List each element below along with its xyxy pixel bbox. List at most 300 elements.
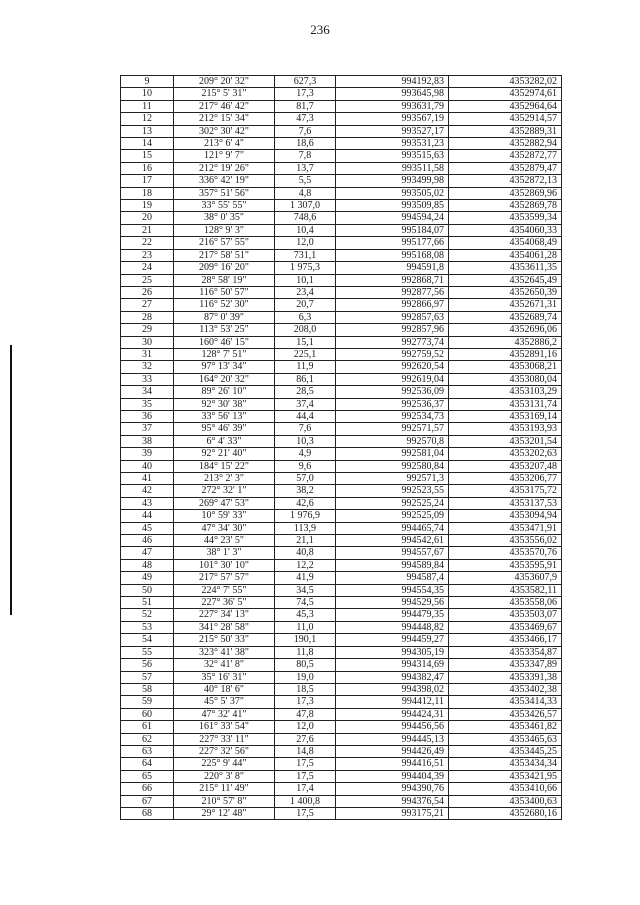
point-number-cell: 24 <box>121 262 174 274</box>
table-row <box>121 559 562 571</box>
angle-cell: 161° 33' 54" <box>174 721 275 733</box>
coordinates-table-body <box>121 76 562 820</box>
x-coordinate-cell: 994465,74 <box>336 522 449 534</box>
x-coordinate-cell: 995177,66 <box>336 237 449 249</box>
angle-cell: 10° 59' 33" <box>174 510 275 522</box>
table-row <box>121 609 562 621</box>
length-cell: 17,5 <box>275 807 336 819</box>
y-coordinate-cell: 4353400,63 <box>449 795 562 807</box>
x-coordinate-cell: 993531,23 <box>336 138 449 150</box>
point-number-cell: 23 <box>121 249 174 261</box>
table-row <box>121 510 562 522</box>
table-row <box>121 770 562 782</box>
angle-cell: 213° 6' 4" <box>174 138 275 150</box>
length-cell: 190,1 <box>275 634 336 646</box>
angle-cell: 217° 46' 42" <box>174 100 275 112</box>
angle-cell: 184° 15' 22" <box>174 460 275 472</box>
length-cell: 41,9 <box>275 572 336 584</box>
x-coordinate-cell: 994542,61 <box>336 535 449 547</box>
point-number-cell: 14 <box>121 138 174 150</box>
point-number-cell: 46 <box>121 535 174 547</box>
length-cell: 57,0 <box>275 473 336 485</box>
length-cell: 17,3 <box>275 88 336 100</box>
y-coordinate-cell: 4353391,38 <box>449 671 562 683</box>
angle-cell: 128° 9' 3" <box>174 224 275 236</box>
y-coordinate-cell: 4354060,33 <box>449 224 562 236</box>
y-coordinate-cell: 4353558,06 <box>449 597 562 609</box>
table-row <box>121 497 562 509</box>
angle-cell: 40° 18' 6" <box>174 683 275 695</box>
angle-cell: 323° 41' 38" <box>174 646 275 658</box>
x-coordinate-cell: 992581,04 <box>336 448 449 460</box>
length-cell: 17,3 <box>275 696 336 708</box>
table-row <box>121 696 562 708</box>
x-coordinate-cell: 994382,47 <box>336 671 449 683</box>
length-cell: 10,4 <box>275 224 336 236</box>
table-row <box>121 150 562 162</box>
length-cell: 18,6 <box>275 138 336 150</box>
x-coordinate-cell: 993631,79 <box>336 100 449 112</box>
table-row <box>121 76 562 88</box>
y-coordinate-cell: 4354068,49 <box>449 237 562 249</box>
point-number-cell: 15 <box>121 150 174 162</box>
angle-cell: 215° 5' 31" <box>174 88 275 100</box>
point-number-cell: 25 <box>121 274 174 286</box>
length-cell: 1 307,0 <box>275 200 336 212</box>
angle-cell: 227° 33' 11" <box>174 733 275 745</box>
coordinates-table-container <box>120 75 557 820</box>
point-number-cell: 11 <box>121 100 174 112</box>
point-number-cell: 16 <box>121 162 174 174</box>
table-row <box>121 100 562 112</box>
length-cell: 17,5 <box>275 770 336 782</box>
point-number-cell: 51 <box>121 597 174 609</box>
x-coordinate-cell: 992570,8 <box>336 435 449 447</box>
table-row <box>121 634 562 646</box>
x-coordinate-cell: 993567,19 <box>336 113 449 125</box>
point-number-cell: 58 <box>121 683 174 695</box>
point-number-cell: 22 <box>121 237 174 249</box>
length-cell: 14,8 <box>275 745 336 757</box>
point-number-cell: 38 <box>121 435 174 447</box>
x-coordinate-cell: 995168,08 <box>336 249 449 261</box>
length-cell: 4,8 <box>275 187 336 199</box>
table-row <box>121 646 562 658</box>
length-cell: 6,3 <box>275 311 336 323</box>
point-number-cell: 40 <box>121 460 174 472</box>
angle-cell: 113° 53' 25" <box>174 324 275 336</box>
x-coordinate-cell: 994448,82 <box>336 621 449 633</box>
table-row <box>121 758 562 770</box>
point-number-cell: 32 <box>121 361 174 373</box>
y-coordinate-cell: 4353103,29 <box>449 386 562 398</box>
y-coordinate-cell: 4353466,17 <box>449 634 562 646</box>
angle-cell: 357° 51' 56" <box>174 187 275 199</box>
x-coordinate-cell: 994390,76 <box>336 783 449 795</box>
angle-cell: 89° 26' 10" <box>174 386 275 398</box>
x-coordinate-cell: 992536,37 <box>336 398 449 410</box>
table-row <box>121 745 562 757</box>
table-row <box>121 547 562 559</box>
point-number-cell: 54 <box>121 634 174 646</box>
y-coordinate-cell: 4353175,72 <box>449 485 562 497</box>
x-coordinate-cell: 994398,02 <box>336 683 449 695</box>
angle-cell: 87° 0' 39" <box>174 311 275 323</box>
table-row <box>121 125 562 137</box>
y-coordinate-cell: 4353595,91 <box>449 559 562 571</box>
angle-cell: 128° 7' 51" <box>174 348 275 360</box>
table-row <box>121 286 562 298</box>
x-coordinate-cell: 994314,69 <box>336 659 449 671</box>
x-coordinate-cell: 992857,63 <box>336 311 449 323</box>
length-cell: 47,3 <box>275 113 336 125</box>
length-cell: 34,5 <box>275 584 336 596</box>
x-coordinate-cell: 992868,71 <box>336 274 449 286</box>
x-coordinate-cell: 994192,83 <box>336 76 449 88</box>
length-cell: 23,4 <box>275 286 336 298</box>
table-row <box>121 423 562 435</box>
angle-cell: 95° 46' 39" <box>174 423 275 435</box>
table-row <box>121 262 562 274</box>
table-row <box>121 348 562 360</box>
point-number-cell: 57 <box>121 671 174 683</box>
angle-cell: 38° 1' 3" <box>174 547 275 559</box>
y-coordinate-cell: 4353471,91 <box>449 522 562 534</box>
table-row <box>121 386 562 398</box>
x-coordinate-cell: 992523,55 <box>336 485 449 497</box>
x-coordinate-cell: 994424,31 <box>336 708 449 720</box>
y-coordinate-cell: 4353131,74 <box>449 398 562 410</box>
point-number-cell: 56 <box>121 659 174 671</box>
x-coordinate-cell: 992534,73 <box>336 410 449 422</box>
y-coordinate-cell: 4353445,25 <box>449 745 562 757</box>
x-coordinate-cell: 994404,39 <box>336 770 449 782</box>
angle-cell: 215° 11' 49" <box>174 783 275 795</box>
y-coordinate-cell: 4353080,04 <box>449 373 562 385</box>
y-coordinate-cell: 4352680,16 <box>449 807 562 819</box>
y-coordinate-cell: 4352872,13 <box>449 175 562 187</box>
y-coordinate-cell: 4353354,87 <box>449 646 562 658</box>
angle-cell: 224° 7' 55" <box>174 584 275 596</box>
y-coordinate-cell: 4353469,67 <box>449 621 562 633</box>
y-coordinate-cell: 4353169,14 <box>449 410 562 422</box>
x-coordinate-cell: 994589,84 <box>336 559 449 571</box>
point-number-cell: 59 <box>121 696 174 708</box>
y-coordinate-cell: 4352974,61 <box>449 88 562 100</box>
length-cell: 12,2 <box>275 559 336 571</box>
angle-cell: 272° 32' 1" <box>174 485 275 497</box>
x-coordinate-cell: 994479,35 <box>336 609 449 621</box>
table-row <box>121 683 562 695</box>
y-coordinate-cell: 4352964,64 <box>449 100 562 112</box>
length-cell: 9,6 <box>275 460 336 472</box>
x-coordinate-cell: 994445,13 <box>336 733 449 745</box>
table-row <box>121 535 562 547</box>
point-number-cell: 41 <box>121 473 174 485</box>
point-number-cell: 34 <box>121 386 174 398</box>
angle-cell: 269° 47' 53" <box>174 497 275 509</box>
length-cell: 12,0 <box>275 237 336 249</box>
y-coordinate-cell: 4352891,16 <box>449 348 562 360</box>
y-coordinate-cell: 4353434,34 <box>449 758 562 770</box>
point-number-cell: 44 <box>121 510 174 522</box>
table-row <box>121 162 562 174</box>
table-row <box>121 212 562 224</box>
point-number-cell: 43 <box>121 497 174 509</box>
table-row <box>121 361 562 373</box>
y-coordinate-cell: 4353206,77 <box>449 473 562 485</box>
y-coordinate-cell: 4353556,02 <box>449 535 562 547</box>
angle-cell: 44° 23' 5" <box>174 535 275 547</box>
y-coordinate-cell: 4352645,49 <box>449 274 562 286</box>
length-cell: 28,5 <box>275 386 336 398</box>
length-cell: 7,8 <box>275 150 336 162</box>
y-coordinate-cell: 4352671,31 <box>449 299 562 311</box>
table-row <box>121 572 562 584</box>
point-number-cell: 64 <box>121 758 174 770</box>
length-cell: 21,1 <box>275 535 336 547</box>
angle-cell: 97° 13' 34" <box>174 361 275 373</box>
y-coordinate-cell: 4352882,94 <box>449 138 562 150</box>
point-number-cell: 37 <box>121 423 174 435</box>
point-number-cell: 20 <box>121 212 174 224</box>
length-cell: 627,3 <box>275 76 336 88</box>
x-coordinate-cell: 994412,11 <box>336 696 449 708</box>
table-row <box>121 187 562 199</box>
angle-cell: 28° 58' 19" <box>174 274 275 286</box>
length-cell: 80,5 <box>275 659 336 671</box>
length-cell: 18,5 <box>275 683 336 695</box>
angle-cell: 121° 9' 7" <box>174 150 275 162</box>
y-coordinate-cell: 4353193,93 <box>449 423 562 435</box>
length-cell: 19,0 <box>275 671 336 683</box>
point-number-cell: 52 <box>121 609 174 621</box>
point-number-cell: 18 <box>121 187 174 199</box>
angle-cell: 336° 42' 19" <box>174 175 275 187</box>
length-cell: 45,3 <box>275 609 336 621</box>
x-coordinate-cell: 994554,35 <box>336 584 449 596</box>
table-row <box>121 721 562 733</box>
length-cell: 74,5 <box>275 597 336 609</box>
x-coordinate-cell: 994594,24 <box>336 212 449 224</box>
x-coordinate-cell: 992571,3 <box>336 473 449 485</box>
length-cell: 225,1 <box>275 348 336 360</box>
y-coordinate-cell: 4353611,35 <box>449 262 562 274</box>
angle-cell: 217° 58' 51" <box>174 249 275 261</box>
x-coordinate-cell: 993511,58 <box>336 162 449 174</box>
x-coordinate-cell: 993499,98 <box>336 175 449 187</box>
x-coordinate-cell: 992580,84 <box>336 460 449 472</box>
x-coordinate-cell: 992759,52 <box>336 348 449 360</box>
table-row <box>121 113 562 125</box>
x-coordinate-cell: 992536,09 <box>336 386 449 398</box>
point-number-cell: 45 <box>121 522 174 534</box>
y-coordinate-cell: 4353068,21 <box>449 361 562 373</box>
x-coordinate-cell: 993515,63 <box>336 150 449 162</box>
x-coordinate-cell: 993175,21 <box>336 807 449 819</box>
x-coordinate-cell: 994459,27 <box>336 634 449 646</box>
y-coordinate-cell: 4352879,47 <box>449 162 562 174</box>
y-coordinate-cell: 4353094,94 <box>449 510 562 522</box>
x-coordinate-cell: 992773,74 <box>336 336 449 348</box>
point-number-cell: 17 <box>121 175 174 187</box>
y-coordinate-cell: 4353282,02 <box>449 76 562 88</box>
point-number-cell: 19 <box>121 200 174 212</box>
point-number-cell: 50 <box>121 584 174 596</box>
point-number-cell: 53 <box>121 621 174 633</box>
table-row <box>121 671 562 683</box>
y-coordinate-cell: 4353599,34 <box>449 212 562 224</box>
point-number-cell: 65 <box>121 770 174 782</box>
y-coordinate-cell: 4354061,28 <box>449 249 562 261</box>
angle-cell: 6° 4' 33" <box>174 435 275 447</box>
table-row <box>121 200 562 212</box>
length-cell: 7,6 <box>275 423 336 435</box>
point-number-cell: 29 <box>121 324 174 336</box>
y-coordinate-cell: 4352696,06 <box>449 324 562 336</box>
angle-cell: 101° 30' 10" <box>174 559 275 571</box>
x-coordinate-cell: 993509,85 <box>336 200 449 212</box>
y-coordinate-cell: 4353137,53 <box>449 497 562 509</box>
point-number-cell: 67 <box>121 795 174 807</box>
point-number-cell: 48 <box>121 559 174 571</box>
length-cell: 5,5 <box>275 175 336 187</box>
coordinates-table <box>120 75 562 820</box>
y-coordinate-cell: 4352650,39 <box>449 286 562 298</box>
x-coordinate-cell: 992866,97 <box>336 299 449 311</box>
angle-cell: 217° 57' 57" <box>174 572 275 584</box>
table-row <box>121 138 562 150</box>
angle-cell: 92° 30' 38" <box>174 398 275 410</box>
x-coordinate-cell: 994557,67 <box>336 547 449 559</box>
angle-cell: 216° 57' 55" <box>174 237 275 249</box>
point-number-cell: 66 <box>121 783 174 795</box>
table-row <box>121 88 562 100</box>
y-coordinate-cell: 4352886,2 <box>449 336 562 348</box>
angle-cell: 33° 55' 55" <box>174 200 275 212</box>
length-cell: 1 976,9 <box>275 510 336 522</box>
y-coordinate-cell: 4353570,76 <box>449 547 562 559</box>
point-number-cell: 26 <box>121 286 174 298</box>
point-number-cell: 62 <box>121 733 174 745</box>
angle-cell: 212° 19' 26" <box>174 162 275 174</box>
point-number-cell: 63 <box>121 745 174 757</box>
point-number-cell: 61 <box>121 721 174 733</box>
angle-cell: 92° 21' 40" <box>174 448 275 460</box>
table-row <box>121 448 562 460</box>
y-coordinate-cell: 4353414,33 <box>449 696 562 708</box>
y-coordinate-cell: 4353582,11 <box>449 584 562 596</box>
point-number-cell: 30 <box>121 336 174 348</box>
table-row <box>121 435 562 447</box>
y-coordinate-cell: 4352869,78 <box>449 200 562 212</box>
table-row <box>121 522 562 534</box>
table-row <box>121 336 562 348</box>
table-row <box>121 485 562 497</box>
table-row <box>121 249 562 261</box>
angle-cell: 47° 32' 41" <box>174 708 275 720</box>
angle-cell: 213° 2' 3" <box>174 473 275 485</box>
length-cell: 1 975,3 <box>275 262 336 274</box>
point-number-cell: 35 <box>121 398 174 410</box>
x-coordinate-cell: 992571,57 <box>336 423 449 435</box>
y-coordinate-cell: 4353202,63 <box>449 448 562 460</box>
table-row <box>121 659 562 671</box>
table-row <box>121 175 562 187</box>
angle-cell: 212° 15' 34" <box>174 113 275 125</box>
y-coordinate-cell: 4353461,82 <box>449 721 562 733</box>
length-cell: 12,0 <box>275 721 336 733</box>
length-cell: 37,4 <box>275 398 336 410</box>
x-coordinate-cell: 992857,96 <box>336 324 449 336</box>
length-cell: 40,8 <box>275 547 336 559</box>
point-number-cell: 27 <box>121 299 174 311</box>
angle-cell: 227° 32' 56" <box>174 745 275 757</box>
y-coordinate-cell: 4352869,96 <box>449 187 562 199</box>
table-row <box>121 237 562 249</box>
angle-cell: 210° 57' 8" <box>174 795 275 807</box>
angle-cell: 116° 50' 57" <box>174 286 275 298</box>
y-coordinate-cell: 4353347,89 <box>449 659 562 671</box>
length-cell: 13,7 <box>275 162 336 174</box>
point-number-cell: 60 <box>121 708 174 720</box>
length-cell: 208,0 <box>275 324 336 336</box>
angle-cell: 225° 9' 44" <box>174 758 275 770</box>
length-cell: 15,1 <box>275 336 336 348</box>
point-number-cell: 31 <box>121 348 174 360</box>
y-coordinate-cell: 4353465,63 <box>449 733 562 745</box>
x-coordinate-cell: 992619,04 <box>336 373 449 385</box>
table-row <box>121 708 562 720</box>
y-coordinate-cell: 4353607,9 <box>449 572 562 584</box>
table-row <box>121 224 562 236</box>
length-cell: 86,1 <box>275 373 336 385</box>
y-coordinate-cell: 4353426,57 <box>449 708 562 720</box>
x-coordinate-cell: 994426,49 <box>336 745 449 757</box>
length-cell: 7,6 <box>275 125 336 137</box>
length-cell: 748,6 <box>275 212 336 224</box>
x-coordinate-cell: 994529,56 <box>336 597 449 609</box>
x-coordinate-cell: 993527,17 <box>336 125 449 137</box>
point-number-cell: 47 <box>121 547 174 559</box>
length-cell: 47,8 <box>275 708 336 720</box>
table-row <box>121 410 562 422</box>
point-number-cell: 42 <box>121 485 174 497</box>
point-number-cell: 10 <box>121 88 174 100</box>
length-cell: 11,9 <box>275 361 336 373</box>
angle-cell: 45° 5' 37" <box>174 696 275 708</box>
length-cell: 44,4 <box>275 410 336 422</box>
x-coordinate-cell: 994456,56 <box>336 721 449 733</box>
point-number-cell: 21 <box>121 224 174 236</box>
angle-cell: 209° 16' 20" <box>174 262 275 274</box>
table-row <box>121 373 562 385</box>
length-cell: 17,5 <box>275 758 336 770</box>
length-cell: 38,2 <box>275 485 336 497</box>
angle-cell: 341° 28' 58" <box>174 621 275 633</box>
x-coordinate-cell: 995184,07 <box>336 224 449 236</box>
point-number-cell: 36 <box>121 410 174 422</box>
length-cell: 42,6 <box>275 497 336 509</box>
table-row <box>121 311 562 323</box>
x-coordinate-cell: 992525,24 <box>336 497 449 509</box>
y-coordinate-cell: 4353421,95 <box>449 770 562 782</box>
x-coordinate-cell: 994376,54 <box>336 795 449 807</box>
point-number-cell: 12 <box>121 113 174 125</box>
length-cell: 20,7 <box>275 299 336 311</box>
y-coordinate-cell: 4352872,77 <box>449 150 562 162</box>
angle-cell: 227° 36' 5" <box>174 597 275 609</box>
